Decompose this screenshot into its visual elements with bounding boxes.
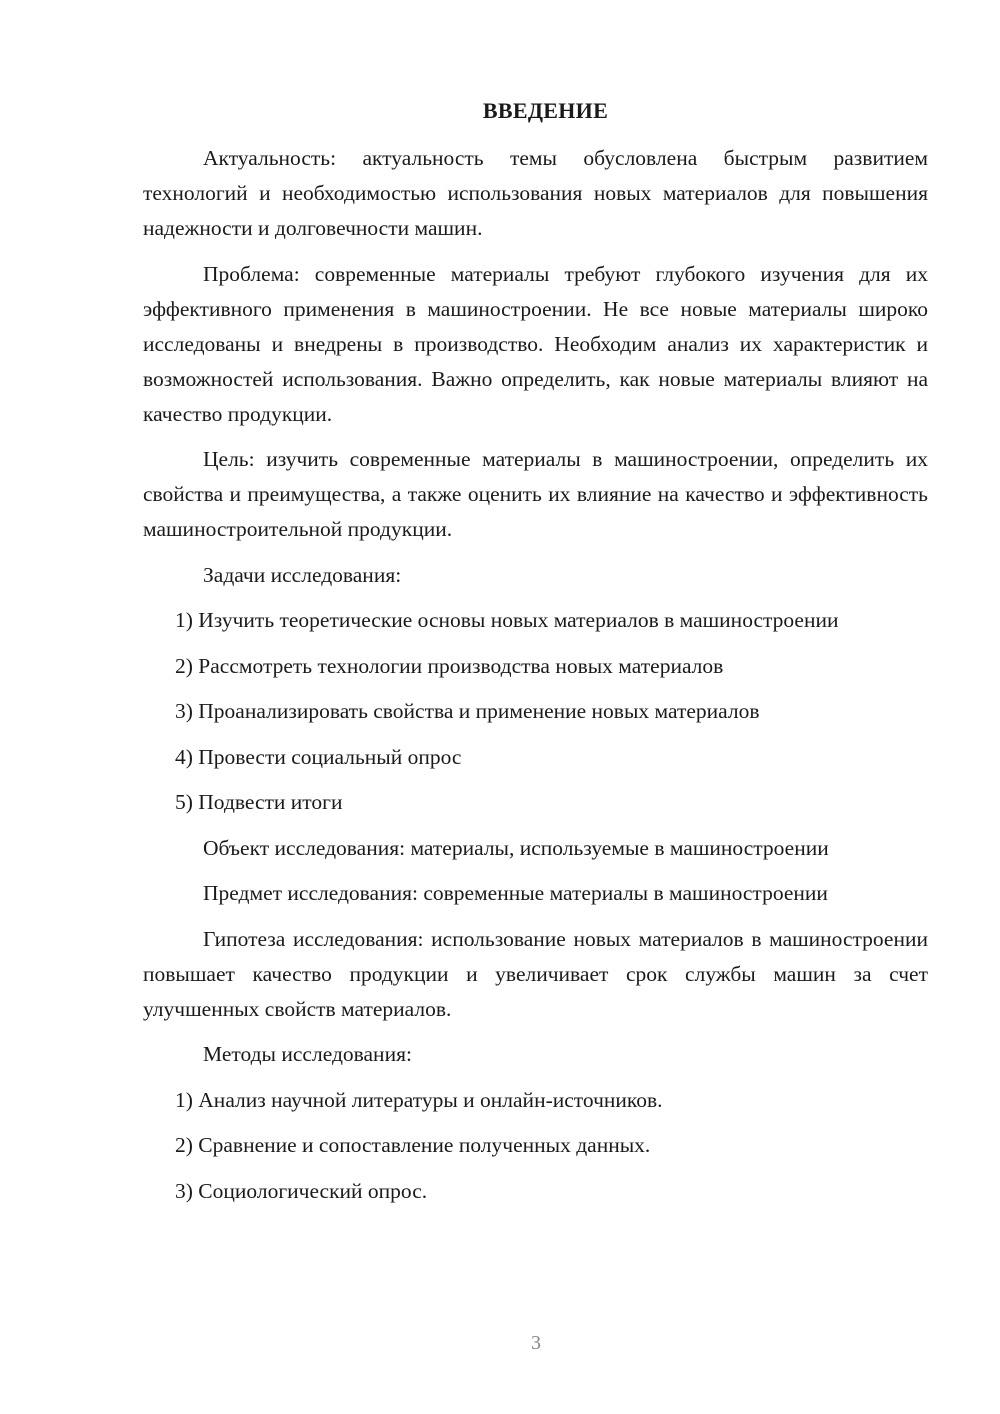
tasks-heading: Задачи исследования:: [203, 562, 402, 587]
goal-paragraph: Цель: изучить современные материалы в машиностроении, определить их свойства и преимущества, а также оценить их влияние на качество и эффективность машиностроительной продукции.: [143, 447, 928, 541]
method-item-3: 3) Социологический опрос.: [175, 1178, 428, 1203]
methods-heading: Методы исследования:: [203, 1042, 412, 1066]
hypothesis-paragraph: Гипотеза исследования: использование новых материалов в машиностроении повышает качество продукции и увеличивает срок службы машин за счет улучшенных свойств материалов.: [143, 926, 928, 1021]
section-title: ВВЕДЕНИЕ: [482, 98, 609, 123]
problem-paragraph: Проблема: современные материалы требуют глубокого изучения для их эффективного применения в машиностроении. Не все новые материалы широко исследованы и внедрены в производство. Необходим анализ их характеристик и возможностей использования. Важно определить, как новые материалы влияют на качество продукции.: [143, 261, 928, 426]
document-page: [143, 95, 928, 1219]
task-item-5: 5) Подвести итоги: [175, 790, 343, 814]
subject-line: Предмет исследования: современные материалы в машиностроении: [203, 881, 828, 905]
task-item-1: 1) Изучить теоретические основы новых материалов в машиностроении: [175, 608, 839, 632]
relevance-paragraph: Актуальность: актуальность темы обусловлена быстрым развитием технологий и необходимостью использования новых материалов для повышения надежности и долговечности машин.: [143, 146, 928, 240]
object-line: Объект исследования: материалы, используемые в машиностроении: [203, 835, 829, 860]
task-item-4: 4) Провести социальный опрос: [175, 744, 462, 769]
method-item-2: 2) Сравнение и сопоставление полученных данных.: [175, 1133, 651, 1157]
task-item-2: 2) Рассмотреть технологии производства новых материалов: [175, 653, 724, 678]
page-number: 3: [531, 1332, 541, 1354]
task-item-3: 3) Проанализировать свойства и применение новых материалов: [175, 699, 760, 723]
method-item-1: 1) Анализ научной литературы и онлайн-источников.: [175, 1087, 663, 1112]
